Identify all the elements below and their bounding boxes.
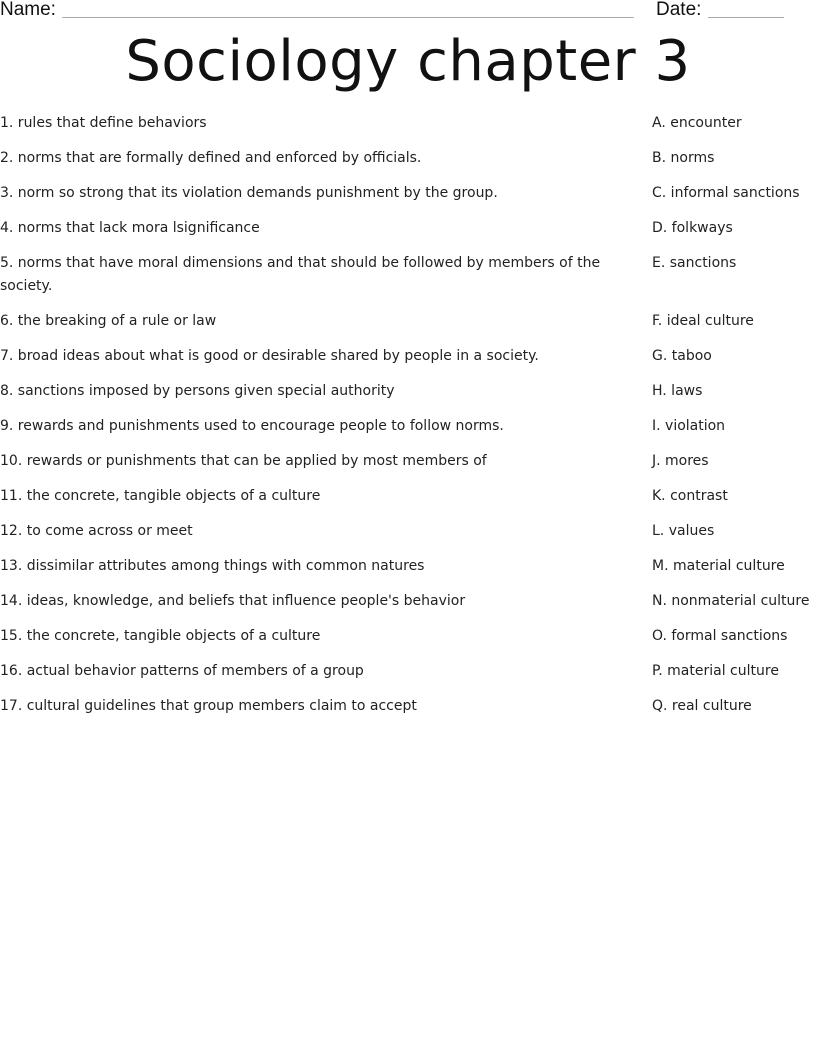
date-blank-line — [708, 17, 784, 18]
answer-option: O. formal sanctions — [652, 628, 788, 644]
answer-option: F. ideal culture — [652, 313, 754, 329]
worksheet-header — [0, 0, 816, 24]
question-item: 3. norm so strong that its violation demands punishment by the group. — [0, 185, 498, 201]
answer-option: P. material culture — [652, 663, 779, 679]
matching-row — [0, 345, 816, 380]
question-item: 7. broad ideas about what is good or desirable shared by people in a society. — [0, 348, 539, 364]
question-item: 11. the concrete, tangible objects of a culture — [0, 488, 321, 504]
matching-row — [0, 380, 816, 415]
matching-row — [0, 147, 816, 182]
matching-row — [0, 415, 816, 450]
question-item: 8. sanctions imposed by persons given special authority — [0, 383, 395, 399]
answer-option: L. values — [652, 523, 715, 539]
matching-row — [0, 217, 816, 252]
answer-option: M. material culture — [652, 558, 785, 574]
question-item: 17. cultural guidelines that group members claim to accept — [0, 698, 417, 714]
answer-option: N. nonmaterial culture — [652, 593, 810, 609]
question-item: 14. ideas, knowledge, and beliefs that influence people's behavior — [0, 593, 466, 609]
name-label: Name: — [0, 0, 56, 20]
matching-row — [0, 310, 816, 345]
answer-option: G. taboo — [652, 348, 712, 364]
question-item: 16. actual behavior patterns of members of a group — [0, 663, 364, 679]
matching-row — [0, 660, 816, 695]
matching-list — [0, 112, 816, 730]
question-item: 9. rewards and punishments used to encourage people to follow norms. — [0, 418, 504, 434]
answer-option: J. mores — [652, 453, 709, 469]
question-item: 6. the breaking of a rule or law — [0, 313, 217, 329]
question-item: 1. rules that define behaviors — [0, 115, 207, 131]
matching-row — [0, 182, 816, 217]
answer-option: K. contrast — [652, 488, 728, 504]
name-blank-line — [62, 17, 634, 18]
answer-option: C. informal sanctions — [652, 185, 800, 201]
matching-row — [0, 555, 816, 590]
question-item: 4. norms that lack mora lsignificance — [0, 220, 260, 236]
matching-row — [0, 485, 816, 520]
question-item: 15. the concrete, tangible objects of a culture — [0, 628, 321, 644]
question-item: 10. rewards or punishments that can be applied by most members of — [0, 453, 487, 469]
question-item: 13. dissimilar attributes among things with common natures — [0, 558, 425, 574]
question-item: 5. norms that have moral dimensions and that should be followed by members of the society. — [0, 255, 601, 294]
matching-row — [0, 112, 816, 147]
matching-row — [0, 252, 816, 310]
answer-option: Q. real culture — [652, 698, 752, 714]
matching-row — [0, 450, 816, 485]
question-item: 12. to come across or meet — [0, 523, 193, 539]
answer-option: A. encounter — [652, 115, 742, 131]
matching-row — [0, 520, 816, 555]
answer-option: I. violation — [652, 418, 726, 434]
question-item: 2. norms that are formally defined and enforced by officials. — [0, 150, 422, 166]
worksheet-title: Sociology chapter 3 — [125, 29, 691, 94]
answer-option: D. folkways — [652, 220, 733, 236]
date-label: Date: — [656, 0, 702, 20]
answer-option: B. norms — [652, 150, 715, 166]
matching-row — [0, 695, 816, 730]
answer-option: H. laws — [652, 383, 703, 399]
answer-option: E. sanctions — [652, 255, 737, 271]
matching-row — [0, 590, 816, 625]
matching-row — [0, 625, 816, 660]
